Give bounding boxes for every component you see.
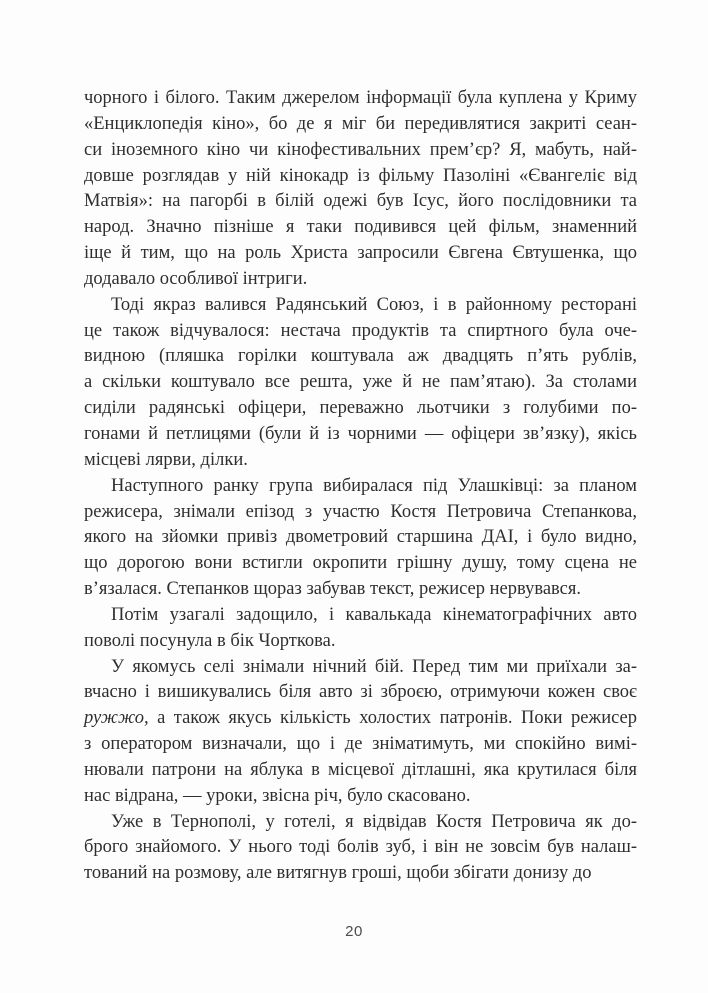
text-line: У якомусь селі знімали нічний бій. Перед тим ми приїхали за- (111, 656, 637, 677)
paragraph (84, 810, 637, 888)
paragraph (84, 603, 637, 655)
page-number: 20 (345, 923, 363, 940)
paragraph (84, 474, 637, 603)
page-text (84, 86, 637, 887)
text-line: нювали патрони на яблука в місцевої дітлашні, яка крутилася біля (84, 759, 637, 780)
text-line: місцеві лярви, ділки. (84, 449, 248, 470)
text-line: вчасно і вишикувались біля авто зі зброєю, отримуючи кожен своє (84, 682, 637, 703)
text-line: си іноземного кіно чи кінофестивальних прем’єр? Я, мабуть, най- (84, 139, 637, 160)
text-line: народ. Значно пізніше я таки подивився цей фільм, знаменний (84, 217, 637, 238)
text-line: що дорогою вони встигли окропити грішну душу, тому сцена не (84, 553, 637, 574)
text-line: видною (пляшка горілки коштувала аж двадцять п’ять рублів, (84, 346, 637, 367)
paragraph (84, 293, 637, 474)
text-line: а скільки коштувало все решта, уже й не пам’ятаю). За столами (84, 372, 637, 393)
text-line: Матвія»: на пагорбі в білій одежі був Ісус, його послідовники та (84, 191, 637, 212)
text-line: нас відрана, — уроки, звісна річ, було скасовано. (84, 785, 471, 806)
text-line: брого знайомого. У нього тоді болів зуб, і він не зовсім був налаш- (84, 837, 637, 858)
text-line: Тоді якраз валився Радянський Союз, і в районному ресторані (111, 294, 637, 315)
text-line: тований на розмову, але витягнув гроші, щоби збігати донизу до (84, 863, 592, 884)
text-line: це також відчувалося: нестача продуктів та спиртного була оче- (84, 320, 637, 341)
text-line: Наступного ранку група вибиралася під Улашківці: за планом (111, 475, 637, 496)
text-line: поволі посунула в бік Чорткова. (84, 630, 336, 651)
text-line: в’язалася. Степанков щораз забував текст, режисер нервувався. (84, 579, 582, 600)
text-line: сиділи радянські офіцери, переважно льотчики з голубими по- (84, 398, 637, 419)
text-line: ружжо, а також якусь кількість холостих патронів. Поки режисер (84, 708, 637, 729)
text-line: додавало особливої інтриги. (84, 268, 308, 289)
text-line: іще й тим, що на роль Христа запросили Євгена Євтушенка, що (84, 243, 637, 264)
paragraph (84, 86, 637, 293)
text-line: режисера, знімали епізод з участю Костя Петровича Степанкова, (84, 501, 637, 522)
text-line: довше розглядав у ній кінокадр із фільму Пазоліні «Євангеліє від (84, 165, 637, 186)
text-line: чорного і білого. Таким джерелом інформації була куплена у Криму (84, 88, 637, 108)
text-line: «Енциклопедія кіно», бо де я міг би передивлятися закриті сеан- (84, 113, 637, 134)
text-line: з оператором визначали, що і де зніматимуть, ми спокійно вимі- (84, 734, 637, 755)
text-line: Уже в Тернополі, у готелі, я відвідав Костя Петровича як до- (111, 811, 637, 832)
text-line: якого на зйомки привіз двометровий старшина ДАІ, і було видно, (84, 527, 637, 548)
text-line: гонами й петлицями (були й із чорними — офіцери зв’язку), якісь (84, 423, 637, 444)
paragraph (84, 655, 637, 810)
text-line: Потім узагалі задощило, і кавалькада кінематографічних авто (111, 604, 637, 625)
